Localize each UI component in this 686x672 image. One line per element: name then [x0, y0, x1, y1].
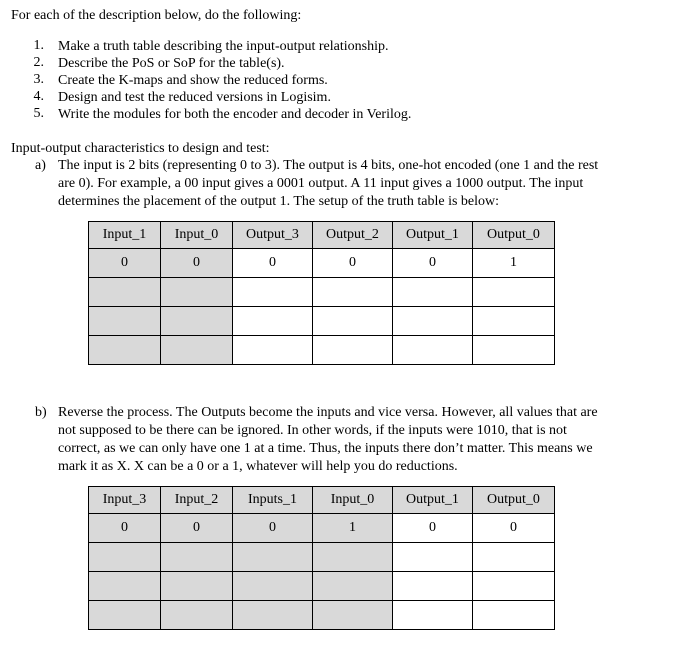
table-cell: 0: [473, 514, 555, 543]
column-header: Output_0: [473, 487, 555, 514]
table-cell: 0: [313, 249, 393, 278]
column-header: Output_0: [473, 222, 555, 249]
truth-table-b: [88, 486, 555, 630]
table-row: [89, 572, 555, 601]
column-header: Input_0: [313, 487, 393, 514]
table-row: [89, 278, 555, 307]
column-header: Input_3: [89, 487, 161, 514]
table-cell: [393, 572, 473, 601]
part-b-line: mark it as X. X can be a 0 or a 1, whatever will help you do reductions.: [58, 459, 458, 474]
truth-table-a: [88, 221, 555, 365]
step-number: 5.: [33, 106, 44, 121]
step-number: 1.: [33, 38, 44, 53]
column-header: Output_3: [233, 222, 313, 249]
table-header-row: [89, 487, 555, 514]
table-cell: 0: [393, 249, 473, 278]
table-cell: [313, 572, 393, 601]
table-cell: 0: [161, 514, 233, 543]
table-cell: [233, 307, 313, 336]
table-row: [89, 336, 555, 365]
table-row: [89, 249, 555, 278]
table-cell: 0: [89, 249, 161, 278]
step-text: Write the modules for both the encoder and decoder in Verilog.: [58, 107, 412, 122]
step-text: Describe the PoS or SoP for the table(s).: [58, 56, 285, 71]
step-number: 2.: [33, 55, 44, 70]
table-cell: 0: [393, 514, 473, 543]
table-cell: [161, 278, 233, 307]
table-cell: [313, 278, 393, 307]
column-header: Inputs_1: [233, 487, 313, 514]
table-cell: 0: [233, 514, 313, 543]
table-cell: [89, 307, 161, 336]
step-text: Design and test the reduced versions in Logisim.: [58, 90, 331, 105]
table-cell: [393, 307, 473, 336]
table-row: [89, 601, 555, 630]
part-a-line: determines the placement of the output 1. The setup of the truth table is below:: [58, 194, 500, 209]
table-cell: [393, 336, 473, 365]
step-text: Make a truth table describing the input-output relationship.: [58, 39, 389, 54]
intro-text: For each of the description below, do the following:: [11, 8, 302, 23]
table-cell: 1: [313, 514, 393, 543]
column-header: Output_1: [393, 222, 473, 249]
table-cell: [313, 336, 393, 365]
table-cell: [313, 543, 393, 572]
table-cell: [393, 543, 473, 572]
table-cell: [233, 336, 313, 365]
part-a-line: The input is 2 bits (representing 0 to 3). The output is 4 bits, one-hot encoded (one 1 and the rest: [58, 158, 599, 173]
table-cell: 1: [473, 249, 555, 278]
part-a-line: are 0). For example, a 00 input gives a 0001 output. A 11 input gives a 1000 output. The input: [58, 176, 584, 191]
table-cell: [233, 543, 313, 572]
table-cell: [473, 278, 555, 307]
table-cell: [233, 572, 313, 601]
column-header: Input_2: [161, 487, 233, 514]
table-cell: [89, 336, 161, 365]
table-cell: [473, 572, 555, 601]
table-cell: [233, 601, 313, 630]
part-b-label: b): [35, 405, 47, 420]
column-header: Output_1: [393, 487, 473, 514]
table-cell: 0: [233, 249, 313, 278]
table-cell: [473, 543, 555, 572]
column-header: Output_2: [313, 222, 393, 249]
table-cell: [313, 601, 393, 630]
column-header: Input_1: [89, 222, 161, 249]
table-cell: [473, 336, 555, 365]
table-cell: [89, 278, 161, 307]
step-number: 3.: [33, 72, 44, 87]
table-cell: [393, 601, 473, 630]
table-cell: [89, 601, 161, 630]
table-cell: [161, 543, 233, 572]
table-cell: [161, 601, 233, 630]
part-a-label: a): [35, 158, 46, 173]
step-number: 4.: [33, 89, 44, 104]
table-header-row: [89, 222, 555, 249]
table-row: [89, 514, 555, 543]
table-cell: [89, 543, 161, 572]
table-row: [89, 543, 555, 572]
table-cell: [313, 307, 393, 336]
table-cell: [161, 336, 233, 365]
step-text: Create the K-maps and show the reduced forms.: [58, 73, 328, 88]
table-cell: 0: [89, 514, 161, 543]
part-b-line: not supposed to be there can be ignored. In other words, if the inputs were 1010, that is not: [58, 423, 567, 438]
table-cell: [161, 307, 233, 336]
part-b-line: Reverse the process. The Outputs become the inputs and vice versa. However, all values that are: [58, 405, 598, 420]
table-cell: [473, 307, 555, 336]
table-cell: [89, 572, 161, 601]
table-cell: [233, 278, 313, 307]
part-b-line: correct, as we can only have one 1 at a time. Thus, the inputs there don’t matter. This means we: [58, 441, 593, 456]
table-cell: [473, 601, 555, 630]
table-cell: [161, 572, 233, 601]
table-row: [89, 307, 555, 336]
section-heading: Input-output characteristics to design and test:: [11, 141, 270, 156]
column-header: Input_0: [161, 222, 233, 249]
table-cell: [393, 278, 473, 307]
table-cell: 0: [161, 249, 233, 278]
